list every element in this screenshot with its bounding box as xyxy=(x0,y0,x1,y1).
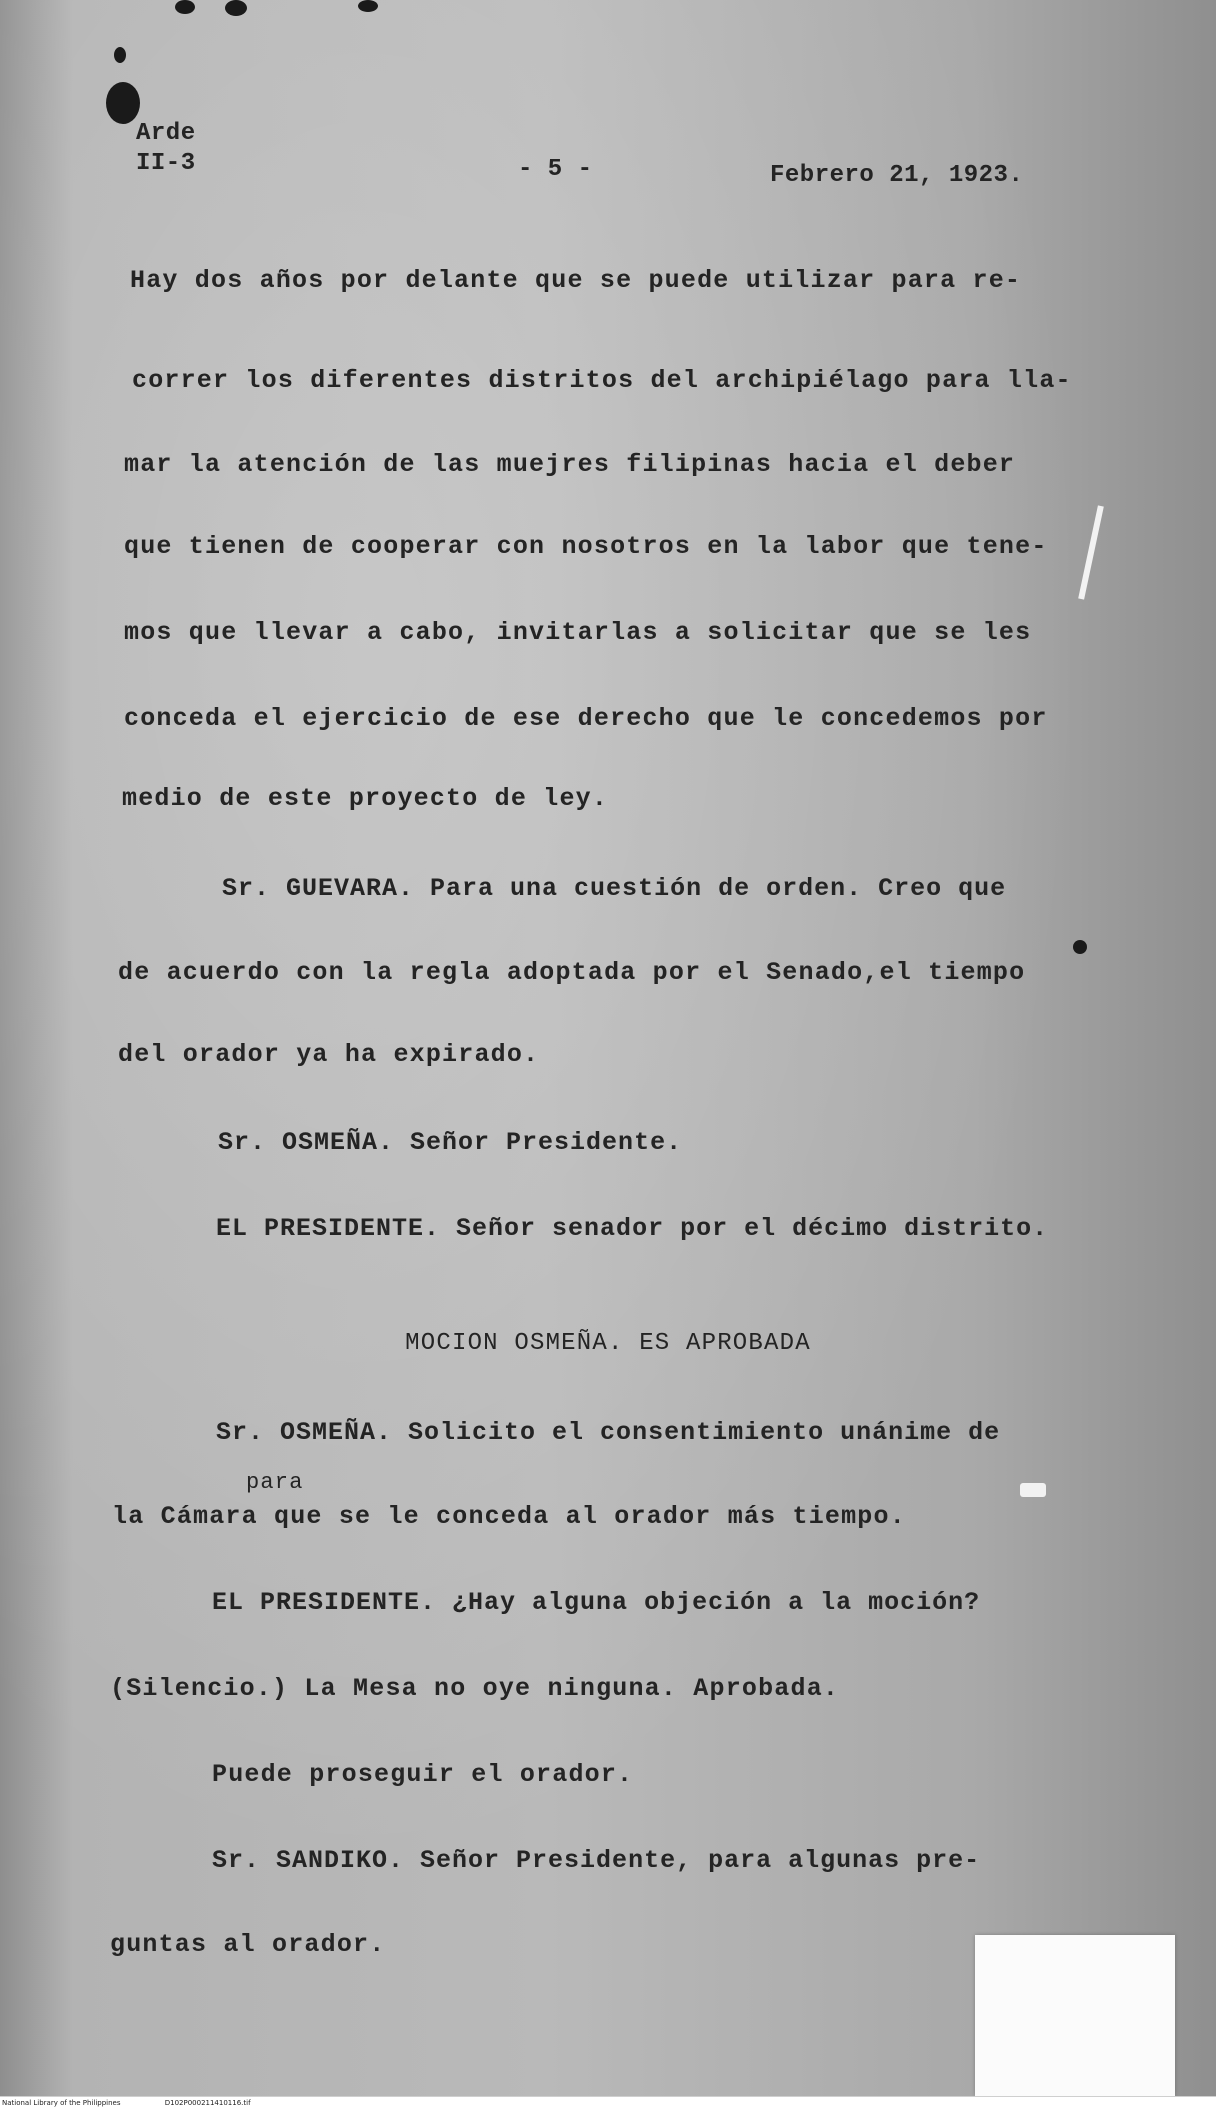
doc-date: Febrero 21, 1923. xyxy=(770,162,1024,189)
speaker-line: EL PRESIDENTE. ¿Hay alguna objeción a la moción? xyxy=(212,1588,981,1617)
body-line: mar la atención de las muejres filipinas hacia el deber xyxy=(124,450,1016,479)
paper-mark xyxy=(1020,1483,1046,1497)
body-line: guntas al orador. xyxy=(110,1930,386,1959)
speaker-line: Sr. OSMEÑA. Señor Presidente. xyxy=(218,1128,683,1157)
paper-scratch xyxy=(1078,505,1104,599)
body-line: del orador ya ha expirado. xyxy=(118,1040,540,1069)
ink-blot xyxy=(1073,940,1087,954)
scan-footer xyxy=(0,2096,1216,2109)
body-line: Puede proseguir el orador. xyxy=(212,1760,634,1789)
speaker-line: Sr. GUEVARA. Para una cuestión de orden. Creo que xyxy=(222,874,1007,903)
body-line: conceda el ejercicio de ese derecho que le concedemos por xyxy=(124,704,1048,733)
ink-blot xyxy=(175,0,195,14)
body-line: de acuerdo con la regla adoptada por el Senado,el tiempo xyxy=(118,958,1026,987)
body-line: correr los diferentes distritos del archipiélago para lla- xyxy=(132,366,1072,395)
body-line: (Silencio.) La Mesa no oye ninguna. Aprobada. xyxy=(110,1674,840,1703)
body-line: que tienen de cooperar con nosotros en la labor que tene- xyxy=(124,532,1048,561)
body-line: medio de este proyecto de ley. xyxy=(122,784,609,813)
speaker-line: EL PRESIDENTE. Señor senador por el décimo distrito. xyxy=(216,1214,1049,1243)
page-number: - 5 - xyxy=(518,156,593,183)
speaker-line: Sr. OSMEÑA. Solicito el consentimiento unánime de xyxy=(216,1418,1001,1447)
ink-blot xyxy=(106,82,140,124)
body-line: la Cámara que se le conceda al orador más tiempo. xyxy=(112,1502,906,1531)
section-heading: MOCION OSMEÑA. ES APROBADA xyxy=(405,1330,811,1357)
body-line: mos que llevar a cabo, invitarlas a solicitar que se les xyxy=(124,618,1032,647)
ink-blot xyxy=(114,47,126,63)
ink-blot xyxy=(225,0,247,16)
doc-initials: Arde xyxy=(136,120,196,147)
ink-blot xyxy=(358,0,378,12)
library-name: National Library of the Philippines xyxy=(2,2099,121,2107)
scan-filename: D102P000211410116.tif xyxy=(164,2099,251,2107)
speaker-line: Sr. SANDIKO. Señor Presidente, para algunas pre- xyxy=(212,1846,981,1875)
body-line: Hay dos años por delante que se puede utilizar para re- xyxy=(130,266,1022,295)
paper-patch xyxy=(975,1935,1175,2096)
handwritten-insertion: para xyxy=(246,1470,304,1495)
doc-code: II-3 xyxy=(136,150,196,177)
